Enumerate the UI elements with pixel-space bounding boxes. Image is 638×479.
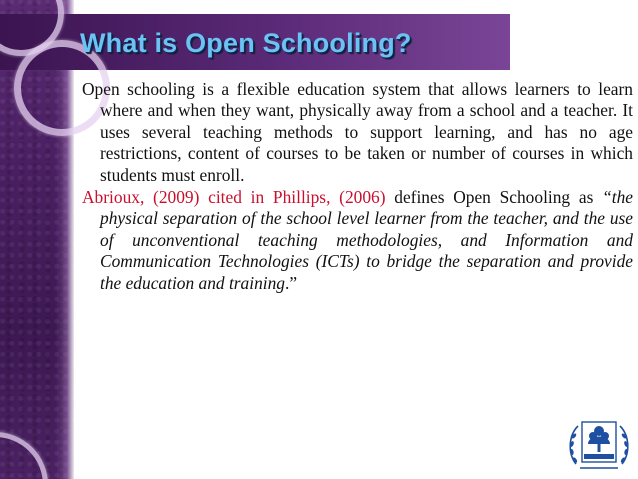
slide-title: What is Open Schooling? (80, 28, 412, 58)
definition-paragraph: Open schooling is a flexible education system that allows learners to learn where and when they want, physically away from a school and a teacher. It uses several teaching methods to support learning, and has no age restrictions, content of courses to be taken or number of courses in which students must enroll. (82, 79, 633, 185)
citation-lead-text: defines Open Schooling as (385, 187, 603, 208)
citation-paragraph (82, 187, 633, 294)
quote-end: .” (285, 272, 298, 293)
university-emblem-icon (566, 414, 632, 474)
quoted-definition: “the physical separation of the school level learner from the teacher, and the use of unconventional teaching methodologies, and Information and Communication Technologies (ICTs) to bridge the separation and provide the education and training (100, 187, 633, 293)
citation-text: Abrioux, (2009) cited in Phillips, (2006) (82, 187, 386, 208)
slide-body (82, 79, 633, 294)
